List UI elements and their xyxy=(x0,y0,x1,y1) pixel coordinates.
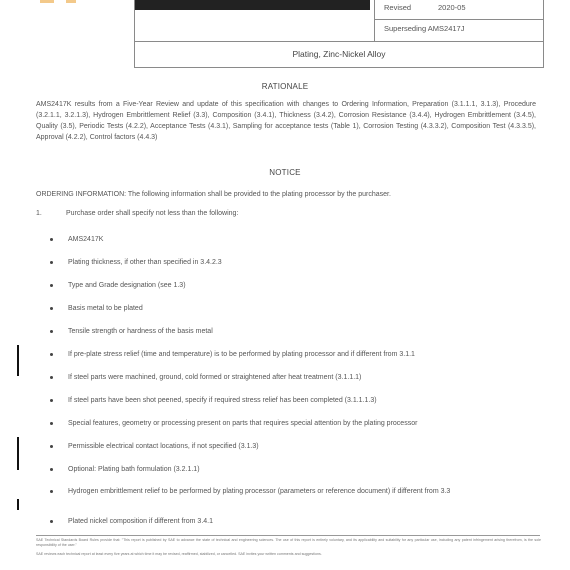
ordering-information: ORDERING INFORMATION: The following information shall be provided to the plating processor by the purchaser. xyxy=(36,191,391,198)
bullet-item: Plating thickness, if other than specified in 3.4.2.3 xyxy=(50,258,540,268)
bullet-icon xyxy=(50,330,53,333)
bullet-icon xyxy=(50,284,53,287)
bullet-icon xyxy=(50,399,53,402)
change-bar xyxy=(17,345,19,376)
footer-divider xyxy=(36,535,540,536)
bullet-item: Tensile strength or hardness of the basis metal xyxy=(50,327,540,337)
bullet-item: Plated nickel composition if different from 3.4.1 xyxy=(50,517,540,527)
footer-disclaimer: SAE Technical Standards Board Rules provide that: "This report is published by SAE to advance the state of technical and engineering sciences. The use of this report is entirely voluntary, and its applicability and suitability for any particular use, including any patent infringement arising therefrom, is the sole responsibility of the user." xyxy=(36,538,541,547)
bullet-item: Hydrogen embrittlement relief to be performed by plating processor (parameters or reference document) if different from 3.3 xyxy=(50,487,540,497)
bullet-item: Special features, geometry or processing present on parts that requires special attention by the plating processor xyxy=(50,419,540,429)
bullet-item: Type and Grade designation (see 1.3) xyxy=(50,281,540,291)
bullet-icon xyxy=(50,353,53,356)
bullet-item: If pre-plate stress relief (time and temperature) is to be performed by plating processor and if different from 3.1.1 xyxy=(50,350,540,360)
document-number-banner xyxy=(135,0,370,10)
bullet-item: Optional: Plating bath formulation (3.2.1.1) xyxy=(50,465,540,475)
bullet-icon xyxy=(50,490,53,493)
document-title: Plating, Zinc-Nickel Alloy xyxy=(292,49,386,59)
footer-review-note: SAE reviews each technical report at least every five years at which time it may be revised, reaffirmed, stabilized, or cancelled. SAE invites your written comments and suggestions. xyxy=(36,552,322,556)
bullet-icon xyxy=(50,376,53,379)
logo-fragment xyxy=(66,0,76,3)
bullet-icon xyxy=(50,445,53,448)
list-number: 1. xyxy=(36,210,42,217)
bullet-item: If steel parts were machined, ground, cold formed or straightened after heat treatment (3.1.1.1) xyxy=(50,373,540,383)
revised-date: 2020-05 xyxy=(438,3,466,12)
bullet-icon xyxy=(50,468,53,471)
bullet-icon xyxy=(50,238,53,241)
header-box xyxy=(134,0,544,68)
superseding-label: Superseding AMS2417J xyxy=(384,24,465,33)
change-bar xyxy=(17,499,19,510)
rationale-heading: RATIONALE xyxy=(261,82,309,91)
bullet-icon xyxy=(50,261,53,264)
bullet-item: AMS2417K xyxy=(50,235,540,245)
bullet-icon xyxy=(50,422,53,425)
notice-heading: NOTICE xyxy=(269,168,301,177)
bullet-item: Permissible electrical contact locations, if not specified (3.1.3) xyxy=(50,442,540,452)
list-item-1 xyxy=(36,210,238,217)
list-item-text: Purchase order shall specify not less than the following: xyxy=(66,210,239,217)
bullet-item: Basis metal to be plated xyxy=(50,304,540,314)
change-bar xyxy=(17,437,19,470)
bullet-item: If steel parts have been shot peened, specify if required stress relief has been completed (3.1.1.1.3) xyxy=(50,396,540,406)
logo-fragment xyxy=(40,0,54,3)
bullet-icon xyxy=(50,520,53,523)
rationale-text: AMS2417K results from a Five-Year Review and update of this specification with changes to Ordering Information, Preparation (3.1.1.1, 3.1.3), Procedure (3.2.1.1, 3.2.1.3), Hydrogen Embrittlement Relief (3.3), Composition (3.4.1), Thickness (3.4.2), Corrosion Resistance (3.4.4), Hydrogen Embrittlement (3.4.5), Quality (3.5), Periodic Tests (4.2.2), Acceptance Tests (4.3.1), Sampling for acceptance tests (Table 1), Corrosion Testing (4.3.3.2), Composition Test (4.3.3.5), Approval (4.2.2), Control factors (4.4.3) xyxy=(36,101,536,141)
bullet-icon xyxy=(50,307,53,310)
revised-label: Revised xyxy=(384,3,412,12)
